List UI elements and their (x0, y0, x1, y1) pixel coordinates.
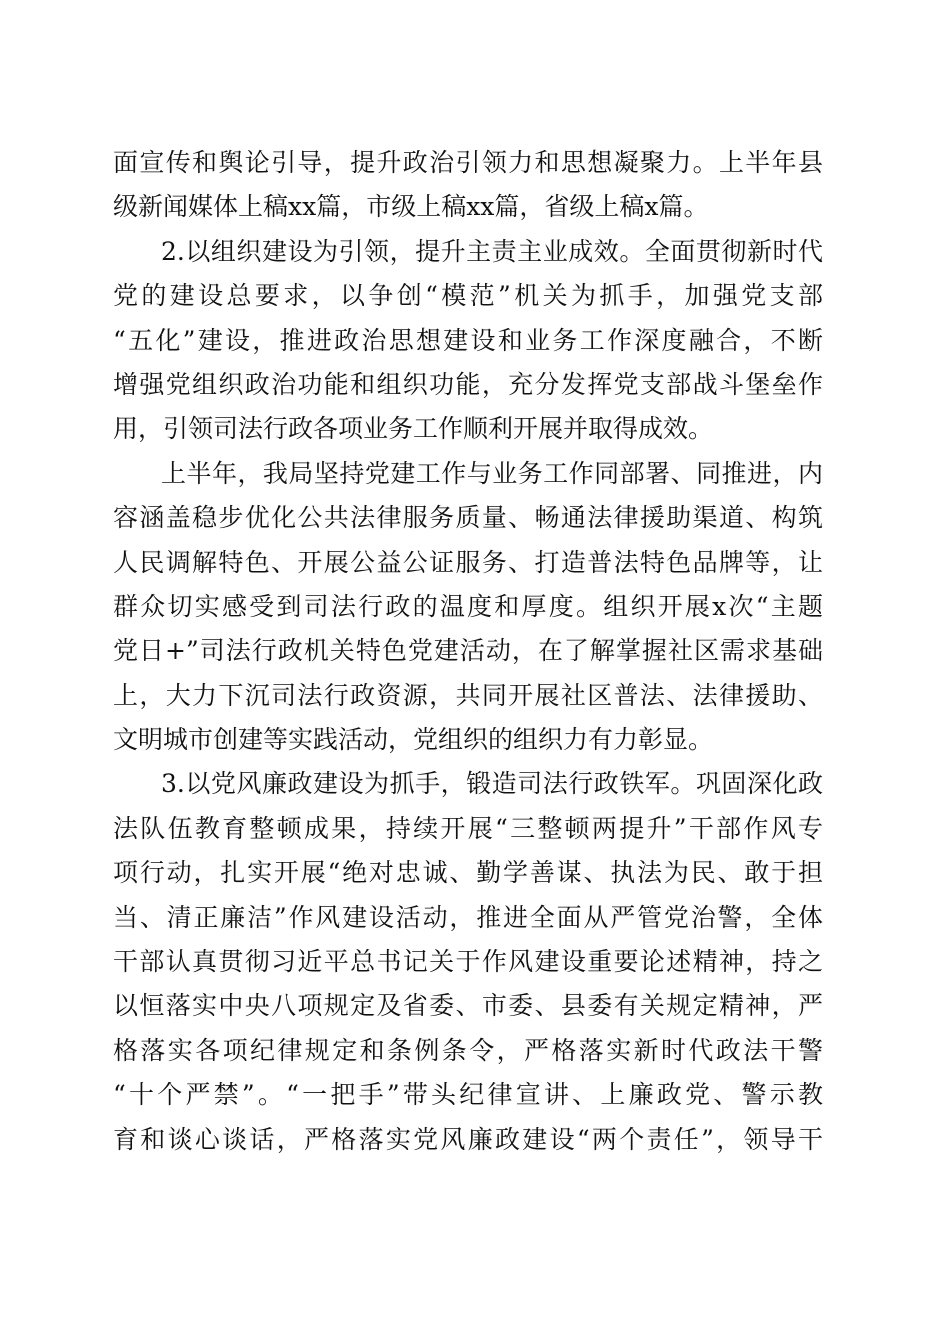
text-line: 级新闻媒体上稿xx篇，市级上稿xx篇，省级上稿x篇。 (113, 192, 709, 222)
text-line: 当、清正廉洁”作风建设活动，推进全面从严管党治警，全体 (113, 902, 823, 932)
text-line: 面宣传和舆论引导，提升政治引领力和思想凝聚力。上半年县 (113, 148, 823, 177)
text-line: 法队伍教育整顿成果，持续开展“三整顿两提升”干部作风专 (113, 813, 823, 843)
text-line: 育和谈心谈话，严格落实党风廉政建设“两个责任”，领导干 (113, 1124, 823, 1154)
text-line: 干部认真贯彻习近平总书记关于作风建设重要论述精神，持之 (113, 947, 823, 977)
text-line: “十个严禁”。“一把手”带头纪律宣讲、上廉政党、警示教 (113, 1080, 823, 1110)
text-line: 项行动，扎实开展“绝对忠诚、勤学善谋、执法为民、敢于担 (113, 858, 823, 888)
text-line: 格落实各项纪律规定和条例条令，严格落实新时代政法干警 (113, 1035, 823, 1065)
text-line: 党的建设总要求，以争创“模范”机关为抓手，加强党支部 (113, 281, 823, 311)
text-line: “五化”建设，推进政治思想建设和业务工作深度融合，不断 (113, 325, 823, 355)
text-line: 容涵盖稳步优化公共法律服务质量、畅通法律援助渠道、构筑 (113, 503, 823, 533)
text-line: 党日+”司法行政机关特色党建活动，在了解掌握社区需求基础 (113, 636, 823, 666)
text-line: 群众切实感受到司法行政的温度和厚度。组织开展x次“主题 (113, 591, 823, 621)
text-line: 用，引领司法行政各项业务工作顺利开展并取得成效。 (113, 414, 714, 444)
document-body (113, 141, 823, 1162)
text-line: 上，大力下沉司法行政资源，共同开展社区普法、法律援助、 (113, 680, 823, 710)
section-heading-line: 2.以组织建设为引领，提升主责主业成效。全面贯彻新时代 (161, 236, 823, 266)
paragraph-start-line: 上半年，我局坚持党建工作与业务工作同部署、同推进，内 (161, 458, 823, 488)
text-line: 以恒落实中央八项规定及省委、市委、县委有关规定精神，严 (113, 991, 823, 1021)
text-line: 文明城市创建等实践活动，党组织的组织力有力彰显。 (113, 725, 714, 755)
text-line: 人民调解特色、开展公益公证服务、打造普法特色品牌等，让 (113, 547, 823, 577)
text-line: 增强党组织政治功能和组织功能，充分发挥党支部战斗堡垒作 (113, 369, 823, 399)
section-heading-line: 3.以党风廉政建设为抓手，锻造司法行政铁军。巩固深化政 (161, 769, 823, 799)
